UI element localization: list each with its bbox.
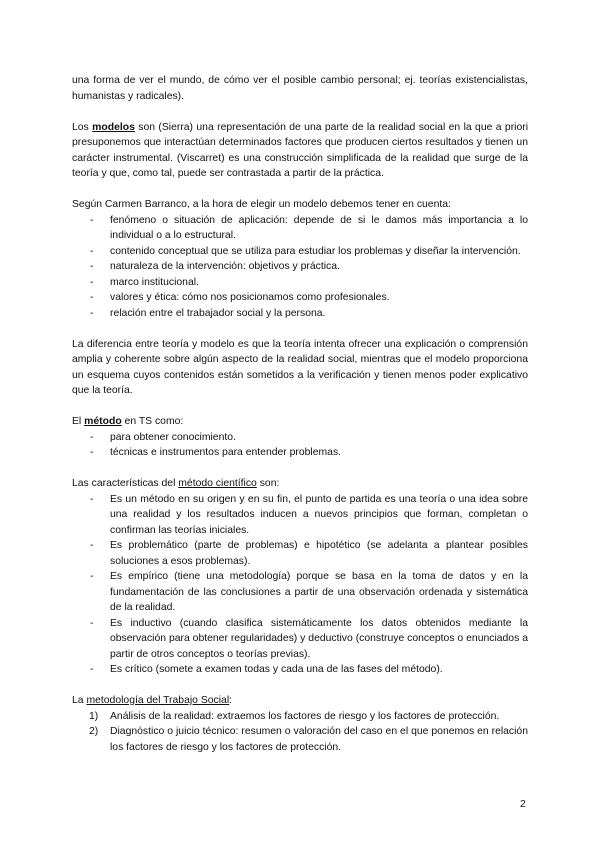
cientifico-term: método científico	[178, 478, 257, 489]
metodo-term: método	[84, 416, 122, 427]
modelos-pre: Los	[72, 121, 93, 133]
bullet-dash: -	[90, 493, 94, 505]
metodologia-term: metodología del Trabajo Social	[86, 695, 230, 706]
metodo-heading: El método en TS como:	[72, 416, 184, 427]
diferencia-paragraph: La diferencia entre teoría y modelo es que la teoría intenta ofrecer una explicación o comprensión amplia y coherente sobre algún aspecto de la realidad social, mientras que el modelo proporciona un esquema cuyos contenidos están sometidos a la verificación y tienen menos poder explicativo que la teoría.	[72, 338, 528, 396]
list-item: - contenido conceptual que se utiliza para estudiar los problemas y diseñar la intervención.	[72, 244, 528, 260]
list-item: 1) Análisis de la realidad: extraemos los factores de riesgo y los factores de protección.	[72, 709, 528, 725]
bullet-dash: -	[90, 245, 94, 257]
list-item: - Es empírico (tiene una metodología) porque se basa en la toma de datos y en la fundamentación de las conclusiones a partir de una observación ordenada y sistemática de la realidad.	[90, 571, 528, 613]
barranco-list	[72, 213, 528, 322]
bullet-dash: -	[90, 276, 94, 288]
bullet-dash: -	[90, 431, 94, 443]
list-item: - fenómeno o situación de aplicación: depende de si le damos más importancia a lo individual o a lo estructural.	[90, 214, 528, 241]
intro-paragraph: una forma de ver el mundo, de cómo ver el posible cambio personal; ej. teorías existencialistas, humanistas y radicales).	[72, 75, 528, 102]
list-item: - marco institucional.	[72, 275, 528, 291]
cientifico-list	[72, 492, 528, 678]
list-item: - técnicas e instrumentos para entender problemas.	[72, 445, 528, 461]
barranco-intro: Según Carmen Barranco, a la hora de elegir un modelo debemos tener en cuenta:	[72, 199, 451, 210]
metodo-list	[72, 430, 528, 461]
modelos-term: modelos	[92, 121, 135, 133]
list-item: - valores y ética: cómo nos posicionamos como profesionales.	[72, 290, 528, 306]
bullet-dash: -	[90, 664, 94, 675]
list-item: - Es crítico (somete a examen todas y cada una de las fases del método).	[72, 662, 528, 678]
bullet-dash: -	[90, 617, 94, 629]
list-item: - naturaleza de la intervención: objetivos y práctica.	[72, 259, 528, 275]
bullet-dash: -	[90, 292, 94, 303]
bullet-dash: -	[90, 540, 94, 551]
bullet-dash: -	[90, 307, 94, 319]
bullet-dash: -	[90, 261, 94, 272]
bullet-dash: -	[90, 214, 94, 226]
list-item: - Es inductivo (cuando clasifica sistemáticamente los datos obtenidos mediante la observación para obtener regularidades) y deductivo (construye conceptos o enunciados a partir de otros conceptos o teorías previas).	[90, 617, 528, 660]
list-item: - para obtener conocimiento.	[72, 430, 528, 446]
cientifico-heading: Las características del método científico son:	[72, 478, 280, 489]
list-number: 1)	[89, 710, 99, 722]
bullet-dash: -	[90, 571, 94, 582]
modelos-paragraph	[72, 120, 528, 182]
bullet-dash: -	[90, 447, 94, 458]
modelos-text: son (Sierra) una representación de una parte de la realidad social en la que a priori presuponemos que interactúan determinados factores que producen ciertos resultados y tienen un carácter instrumental. (Viscarret) es una construcción simplificada de la realidad que surge de la teoría y que, como tal, puede ser contrastada a partir de la práctica.	[72, 121, 529, 179]
page-content	[72, 73, 528, 755]
page-number: 2	[520, 799, 526, 810]
list-item: - Es un método en su origen y en su fin, el punto de partida es una teoría o una idea sobre una realidad y los resultados inducen a nuevos principios que forman, completan o confirman las teorías iniciales.	[90, 493, 528, 536]
list-number: 2)	[89, 726, 99, 737]
list-item: - relación entre el trabajador social y la persona.	[72, 306, 528, 322]
metodologia-heading: La metodología del Trabajo Social:	[72, 695, 233, 706]
list-item: - Es problemático (parte de problemas) e hipotético (se adelanta a plantear posibles soluciones a esos problemas).	[90, 540, 528, 567]
list-item: 2) Diagnóstico o juicio técnico: resumen o valoración del caso en el que ponemos en relación los factores de riesgo y los factores de protección.	[89, 726, 528, 753]
metodologia-list	[72, 709, 528, 756]
